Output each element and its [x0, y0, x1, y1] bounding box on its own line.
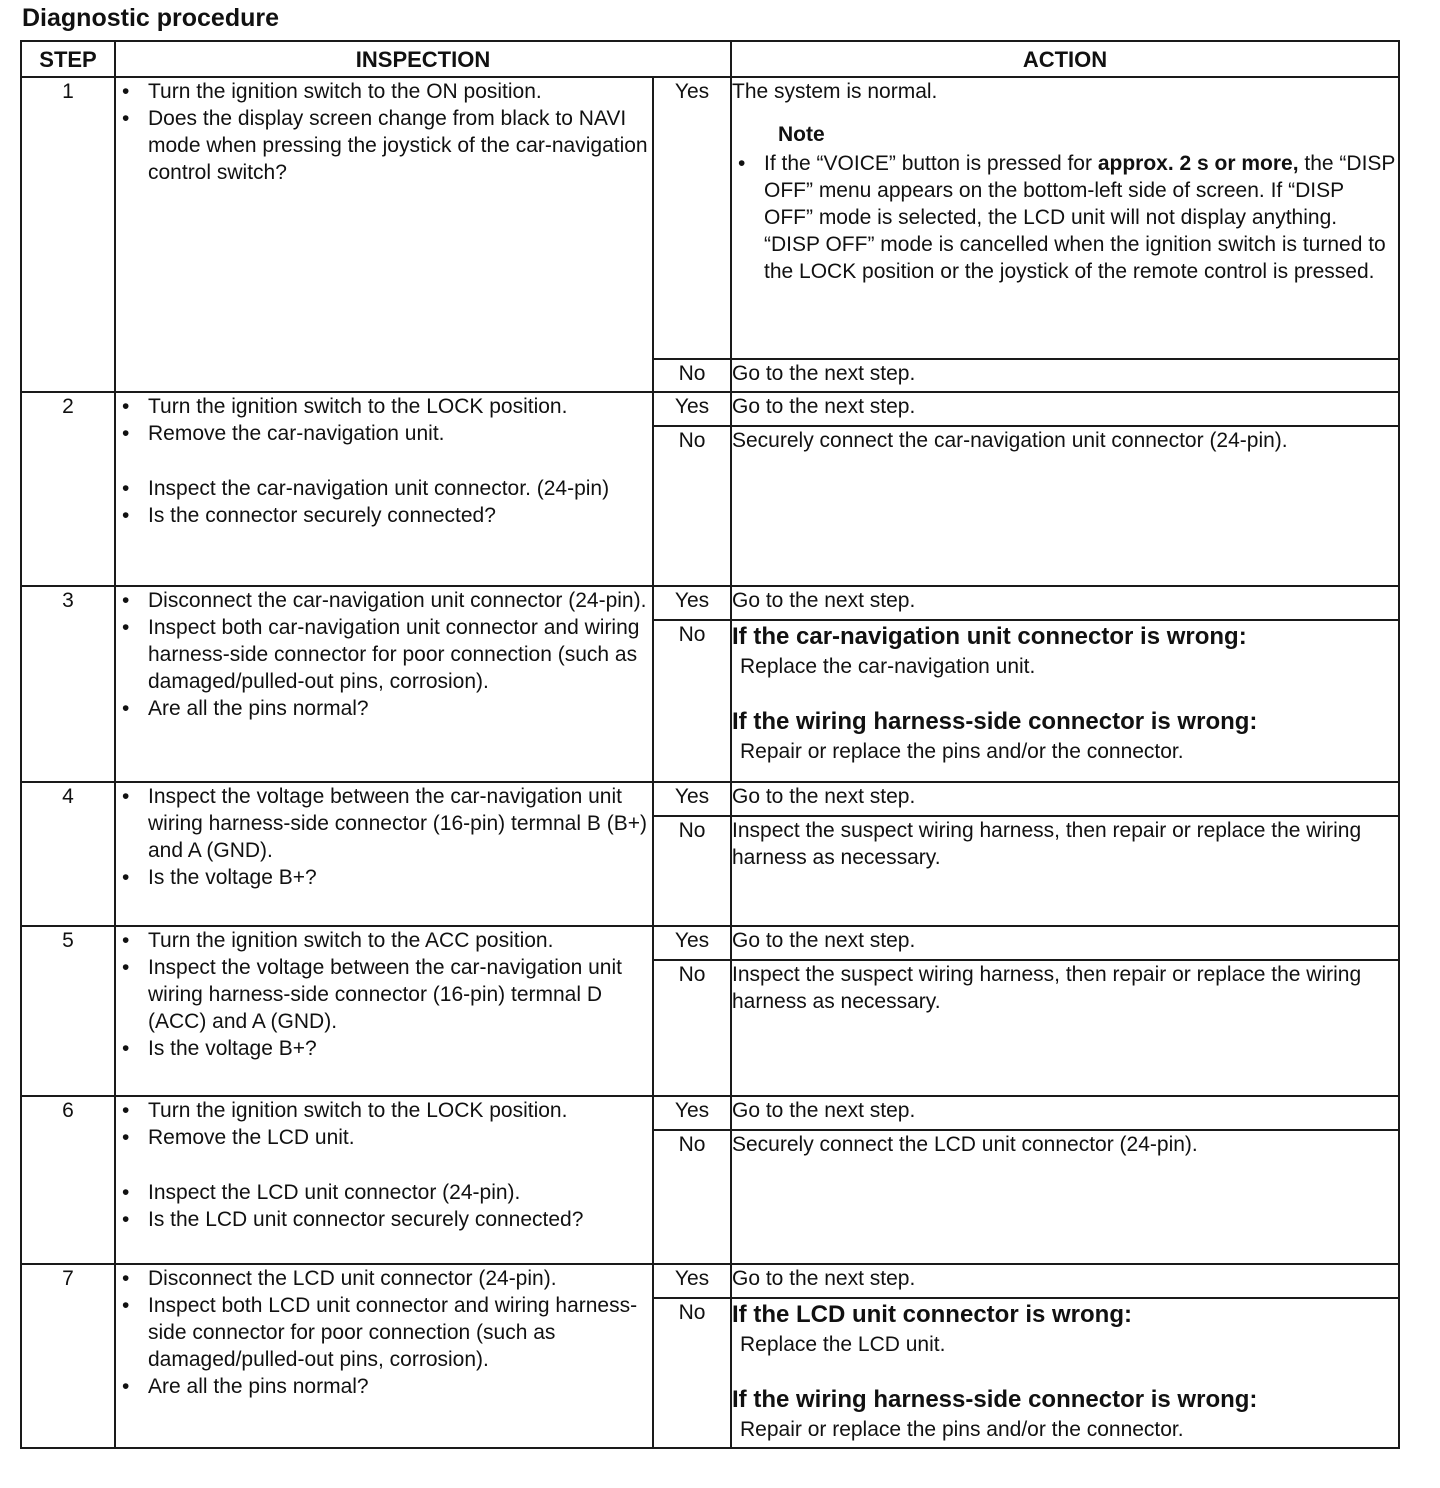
inspection-cell [115, 926, 653, 1096]
note-heading: Note [778, 123, 825, 146]
inspection-cell [115, 392, 653, 586]
inspection-cell [115, 782, 653, 926]
action-cell [731, 1298, 1399, 1448]
step-number: 4 [21, 782, 115, 926]
condition-action: Repair or replace the pins and/or the connector. [740, 1418, 1184, 1441]
inspection-list [116, 783, 652, 891]
action-text: Inspect the suspect wiring harness, then repair or replace the wiring harness as necessary. [731, 816, 1399, 926]
step-number: 1 [21, 77, 115, 392]
inspection-item: • Turn the ignition switch to the ON position. [116, 78, 652, 105]
step-row-yes [21, 782, 1399, 816]
action-text: Go to the next step. [731, 359, 1399, 392]
header-action: ACTION [731, 41, 1399, 77]
inspection-item: • Are all the pins normal? [116, 695, 652, 722]
note-text-post: the “DISP OFF” menu appears on the bottom-left side of screen. If “DISP OFF” mode is selected, the LCD unit will not display anything. “DISP OFF” mode is cancelled when the ignition switch is turned to the LOCK position or the joystick of the remote control is pressed. [764, 152, 1396, 283]
yes-label: Yes [653, 586, 731, 620]
condition-heading: If the wiring harness-side connector is wrong: [732, 708, 1258, 735]
table-header-row [21, 41, 1399, 77]
condition-heading: If the car-navigation unit connector is wrong: [732, 623, 1247, 650]
step-number: 3 [21, 586, 115, 782]
no-label: No [653, 816, 731, 926]
inspection-list [116, 927, 652, 1062]
action-text: Go to the next step. [731, 586, 1399, 620]
step-row-yes [21, 392, 1399, 426]
no-label: No [653, 426, 731, 586]
step-number: 7 [21, 1264, 115, 1448]
condition-heading: If the wiring harness-side connector is wrong: [732, 1386, 1258, 1413]
header-inspection: INSPECTION [115, 41, 731, 77]
yes-label: Yes [653, 782, 731, 816]
inspection-item: • Is the voltage B+? [116, 864, 652, 891]
inspection-cell [115, 586, 653, 782]
step-row-yes [21, 77, 1399, 359]
inspection-list [116, 78, 652, 186]
step-row-yes [21, 586, 1399, 620]
no-label: No [653, 359, 731, 392]
condition-action: Replace the LCD unit. [740, 1333, 946, 1356]
inspection-item: • Is the connector securely connected? [116, 502, 652, 529]
yes-label: Yes [653, 392, 731, 426]
inspection-item: • Is the LCD unit connector securely connected? [116, 1206, 652, 1233]
inspection-item: • Inspect both car-navigation unit connector and wiring harness-side connector for poor connection (such as damaged/pulled-out pins, corrosion). [116, 614, 652, 695]
step-row-yes [21, 1264, 1399, 1298]
inspection-list [116, 1097, 652, 1233]
note-text-bold: approx. 2 s or more, [1097, 152, 1299, 175]
action-text: Go to the next step. [731, 926, 1399, 960]
step-number: 2 [21, 392, 115, 586]
document-title: Diagnostic procedure [22, 4, 279, 32]
action-text: Securely connect the car-navigation unit connector (24-pin). [731, 426, 1399, 586]
inspection-item: • Remove the car-navigation unit. [116, 420, 652, 447]
action-text: Go to the next step. [731, 1096, 1399, 1130]
inspection-item: • Inspect both LCD unit connector and wiring harness-side connector for poor connection (such as damaged/pulled-out pins, corrosion). [116, 1292, 652, 1373]
yes-label: Yes [653, 1264, 731, 1298]
note-text-pre: If the “VOICE” button is pressed for [764, 152, 1098, 175]
note-list [732, 150, 1398, 285]
condition-action: Repair or replace the pins and/or the connector. [740, 740, 1184, 763]
inspection-item: • Disconnect the LCD unit connector (24-pin). [116, 1265, 652, 1292]
inspection-item: • Are all the pins normal? [116, 1373, 652, 1400]
action-text: Securely connect the LCD unit connector (24-pin). [731, 1130, 1399, 1264]
action-text: Go to the next step. [731, 782, 1399, 816]
yes-label: Yes [653, 77, 731, 359]
inspection-item: • Inspect the LCD unit connector (24-pin). [116, 1179, 652, 1206]
inspection-cell [115, 1264, 653, 1448]
step-number: 5 [21, 926, 115, 1096]
no-label: No [653, 620, 731, 782]
no-label: No [653, 1130, 731, 1264]
action-text: The system is normal. [732, 80, 938, 103]
inspection-item: • Turn the ignition switch to the LOCK position. [116, 1097, 652, 1124]
action-cell [731, 77, 1399, 359]
action-text: Inspect the suspect wiring harness, then repair or replace the wiring harness as necessary. [731, 960, 1399, 1096]
action-text: Go to the next step. [731, 392, 1399, 426]
inspection-item: • Inspect the car-navigation unit connector. (24-pin) [116, 475, 652, 502]
inspection-list [116, 1265, 652, 1400]
header-step: STEP [21, 41, 115, 77]
yes-label: Yes [653, 1096, 731, 1130]
condition-action: Replace the car-navigation unit. [740, 655, 1036, 678]
note-item [732, 150, 1398, 285]
inspection-item: • Turn the ignition switch to the ACC position. [116, 927, 652, 954]
inspection-cell [115, 1096, 653, 1264]
inspection-item: • Disconnect the car-navigation unit connector (24-pin). [116, 587, 652, 614]
no-label: No [653, 960, 731, 1096]
inspection-item: • Turn the ignition switch to the LOCK position. [116, 393, 652, 420]
inspection-cell [115, 77, 653, 392]
diagnostic-table [20, 40, 1400, 1449]
step-row-yes [21, 1096, 1399, 1130]
inspection-list [116, 587, 652, 722]
no-label: No [653, 1298, 731, 1448]
step-row-yes [21, 926, 1399, 960]
yes-label: Yes [653, 926, 731, 960]
inspection-list [116, 393, 652, 529]
condition-heading: If the LCD unit connector is wrong: [732, 1301, 1132, 1328]
inspection-item: • Inspect the voltage between the car-navigation unit wiring harness-side connector (16-pin) termnal B (B+) and A (GND). [116, 783, 652, 864]
inspection-item: • Inspect the voltage between the car-navigation unit wiring harness-side connector (16-pin) termnal D (ACC) and A (GND). [116, 954, 652, 1035]
action-text: Go to the next step. [731, 1264, 1399, 1298]
inspection-item: • Remove the LCD unit. [116, 1124, 652, 1151]
inspection-item: • Is the voltage B+? [116, 1035, 652, 1062]
inspection-item: • Does the display screen change from black to NAVI mode when pressing the joystick of the car-navigation control switch? [116, 105, 652, 186]
action-cell [731, 620, 1399, 782]
step-number: 6 [21, 1096, 115, 1264]
